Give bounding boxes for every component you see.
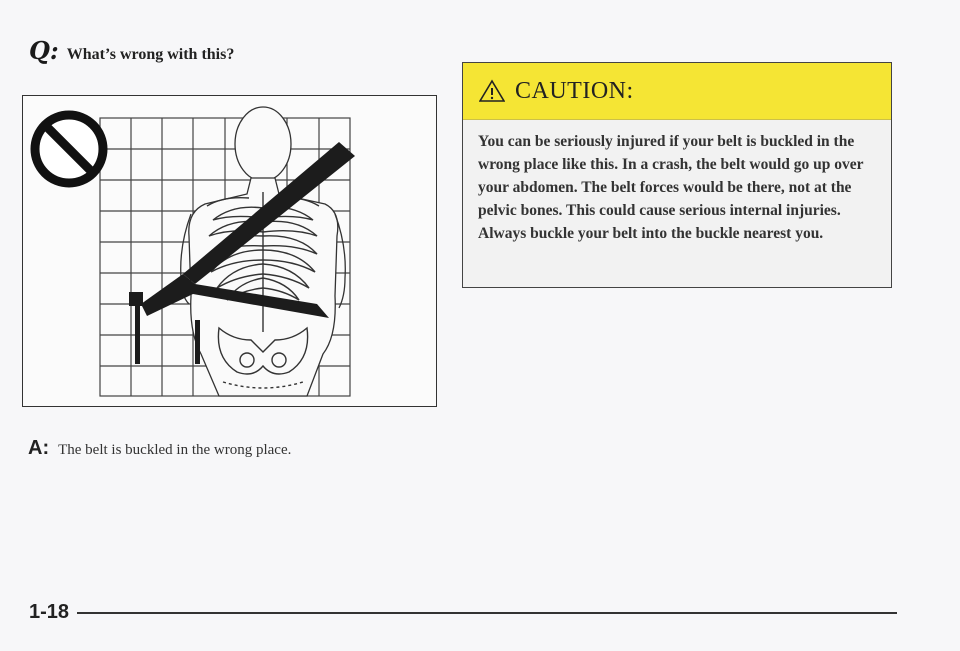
answer-marker: A: <box>28 437 50 459</box>
seatbelt-illustration <box>22 95 437 407</box>
question-text: What’s wrong with this? <box>66 46 235 63</box>
caution-header <box>463 63 891 120</box>
page-number: 1-18 <box>29 601 70 623</box>
skeleton-diagram <box>23 96 435 405</box>
answer-text: The belt is buckled in the wrong place. <box>58 442 292 458</box>
answer <box>28 437 291 460</box>
caution-box <box>462 62 892 288</box>
question <box>29 36 234 65</box>
prohibition-icon <box>35 115 103 183</box>
question-marker: Q: <box>29 36 59 65</box>
caution-title: CAUTION: <box>515 77 634 104</box>
warning-triangle-icon <box>479 79 505 103</box>
footer-divider <box>77 612 897 614</box>
page-footer <box>29 601 897 624</box>
caution-text: You can be seriously injured if your belt is buckled in the wrong place like this. In a crash, the belt would go up over your abdomen. The belt forces would be there, not at the pelvic bones. This could cause serious internal injuries. Always buckle your belt into the buckle nearest you. <box>478 133 864 242</box>
